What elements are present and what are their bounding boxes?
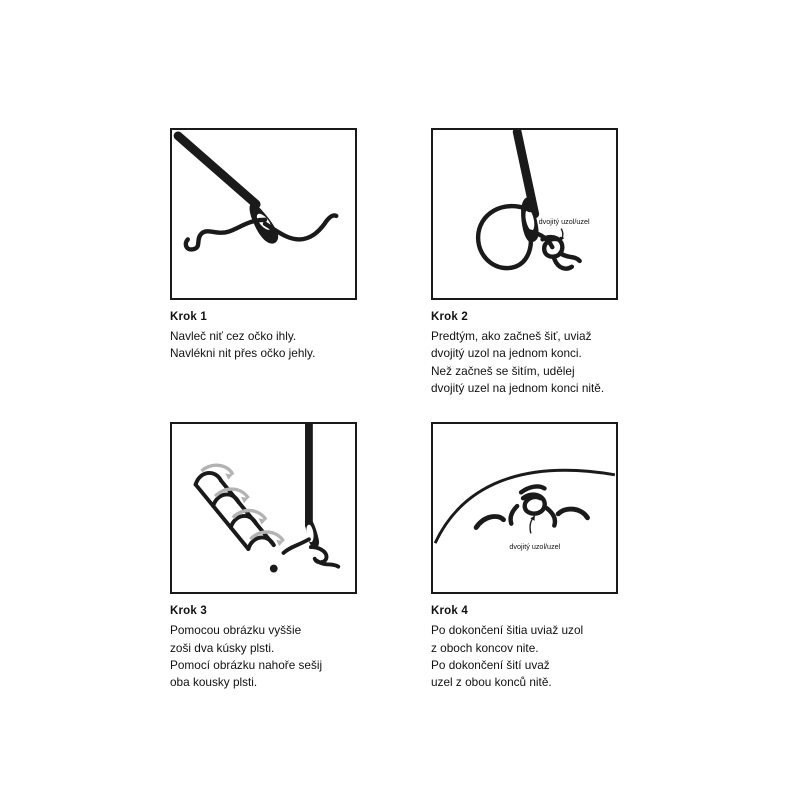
step-3-line-3: Pomocí obrázku nahoře sešij (170, 657, 323, 672)
step-2-title: Krok 2 (431, 311, 468, 323)
step-3-line-1: Pomocou obrázku vyššie (170, 623, 302, 638)
step-1-line-2: Navlékni nit přes očko jehly. (170, 346, 316, 361)
step-4-title: Krok 4 (431, 605, 468, 618)
step-4-caption (431, 605, 631, 691)
step-2-line-3: Než začneš se šitím, udělej (431, 363, 575, 378)
figure-4-label: dvojitý uzol/uzel (509, 542, 561, 552)
step-4-lines (431, 622, 631, 691)
row-gap (170, 397, 620, 422)
step-3-caption (170, 605, 370, 691)
step-3 (170, 422, 359, 691)
blanket-stitch-figure (170, 422, 357, 594)
step-3-line-4: oba kousky plsti. (170, 675, 258, 690)
step-4-line-4: uzel z obou konců nitě. (431, 675, 552, 690)
step-4-line-1: Po dokončení šitia uviaž uzol (431, 623, 584, 638)
step-3-lines (170, 622, 370, 691)
step-2-lines (431, 328, 631, 397)
step-2-line-2: dvojitý uzol na jednom konci. (431, 346, 582, 361)
finishing-knot-figure (431, 422, 618, 594)
steps-grid (170, 128, 620, 692)
step-2-line-4: dvojitý uzel na jednom konci nitě. (431, 380, 605, 395)
step-1-line-1: Navleč niť cez očko ihly. (170, 329, 297, 343)
step-1-lines (170, 328, 370, 363)
double-knot-figure (431, 128, 618, 300)
figure-2-label: dvojitý uzol/uzel (538, 216, 590, 226)
step-2-line-1: Predtým, ako začneš šiť, uviaž (431, 329, 592, 343)
needle-threading-figure (170, 128, 357, 300)
step-1-title: Krok 1 (170, 311, 207, 323)
step-1-caption (170, 311, 370, 363)
step-1 (170, 128, 359, 397)
step-4-line-3: Po dokončení šití uvaž (431, 657, 550, 672)
step-3-line-2: zoši dva kúsky plsti. (170, 640, 275, 655)
step-2-caption (431, 311, 631, 397)
step-2 (431, 128, 620, 397)
step-3-title: Krok 3 (170, 605, 207, 618)
step-4 (431, 422, 620, 691)
step-4-line-2: z oboch koncov nite. (431, 640, 539, 655)
